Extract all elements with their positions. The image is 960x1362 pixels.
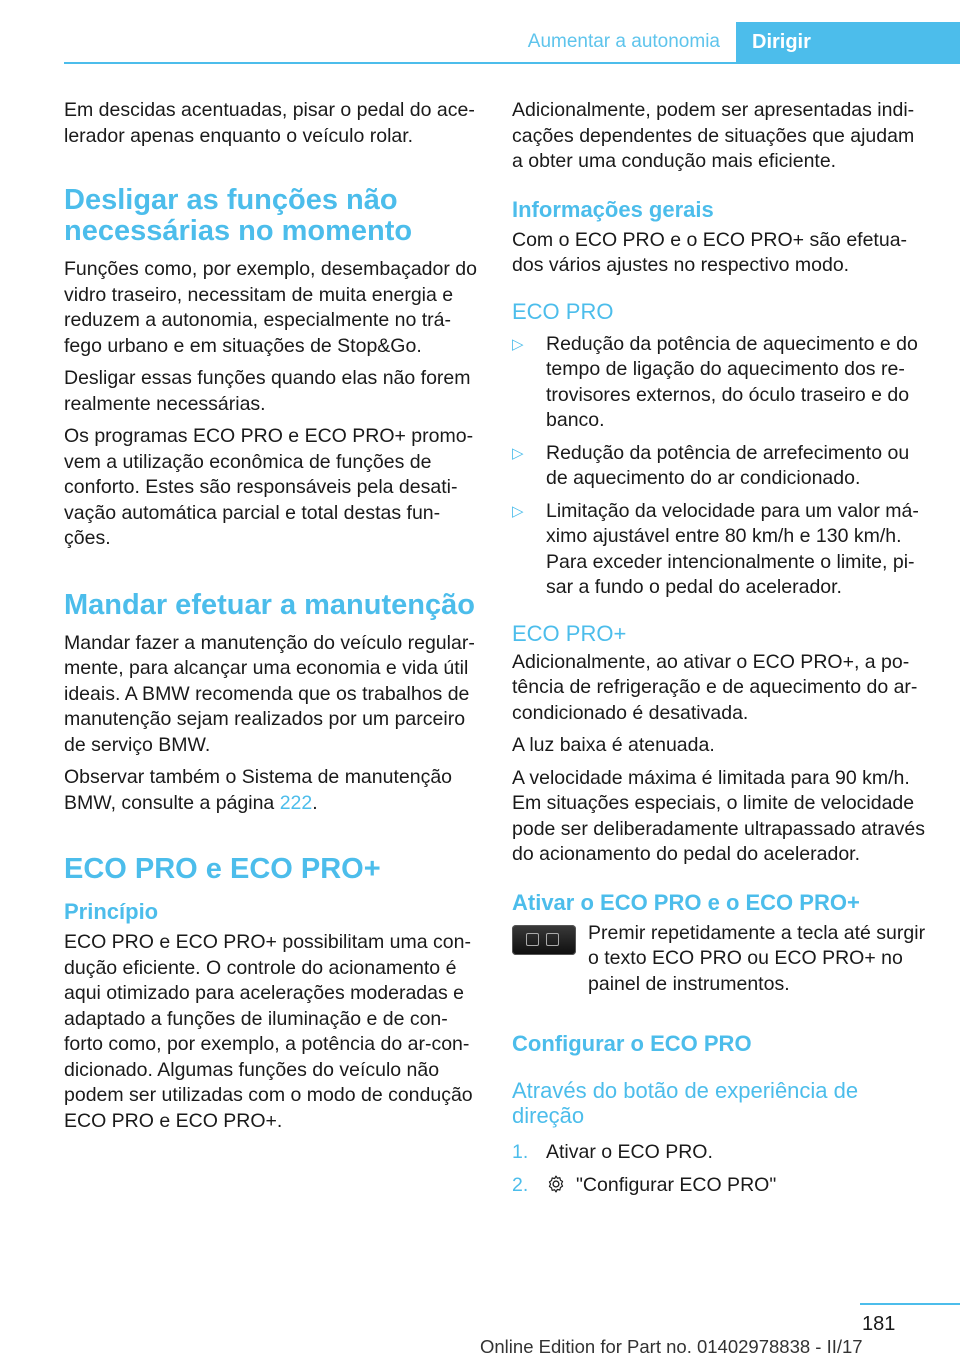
triangle-bullet-icon: ▷ bbox=[512, 444, 524, 462]
heading-manutencao: Mandar efetuar a manutenção bbox=[64, 588, 475, 621]
list-item bbox=[512, 1140, 928, 1166]
step-number: 1. bbox=[512, 1141, 529, 1163]
list-item-text: Redução da potência de arrefecimento ou de aquecimento do ar condicionado. bbox=[546, 441, 910, 489]
configuration-steps bbox=[512, 1140, 928, 1198]
paragraph-eco-pro-plus-ativar: Adicionalmente, ao ativar o ECO PRO+, a potência de refrigeração e de aquecimento do ar-condicionado é desativada. bbox=[512, 650, 918, 724]
list-item bbox=[512, 1173, 928, 1199]
triangle-bullet-icon: ▷ bbox=[512, 335, 524, 353]
step-text: "Configurar ECO PRO" bbox=[576, 1173, 777, 1196]
running-header-chapter-tab: Dirigir bbox=[736, 22, 960, 62]
running-header-section: Aumentar a autonomia bbox=[527, 31, 720, 52]
paragraph-sistema-manutencao bbox=[64, 765, 478, 816]
eco-pro-bullet-list bbox=[512, 332, 928, 601]
step-text: Ativar o ECO PRO. bbox=[546, 1141, 713, 1163]
list-item bbox=[512, 332, 928, 434]
heading-ativar-eco-pro: Ativar o ECO PRO e o ECO PRO+ bbox=[512, 889, 860, 915]
heading-principio: Princípio bbox=[64, 899, 159, 924]
paragraph-programas-eco: Os programas ECO PRO e ECO PRO+ promovem a utilização econômica de funções de conforto. Estes são responsáveis pela desativação automática parcial e total destas funções. bbox=[64, 425, 474, 549]
paragraph-manutencao: Mandar fazer a manutenção do veículo regularmente, para alcançar uma economia e vida útil ideais. A BMW recomenda que os trabalhos de manutenção sejam realizados por um parceiro de serviço BMW. bbox=[64, 631, 475, 756]
switch-key-icon bbox=[526, 933, 539, 946]
heading-informacoes-gerais: Informações gerais bbox=[512, 196, 714, 222]
page-number: 181 bbox=[862, 1313, 896, 1335]
heading-eco-pro: ECO PRO e ECO PRO+ bbox=[64, 853, 381, 885]
paragraph-desligar-funcoes: Desligar essas funções quando elas não forem realmente necessárias. bbox=[64, 367, 471, 415]
paragraph-funcoes-energia: Funções como, por exemplo, desembaçador do vidro traseiro, necessitam de muita energia e reduzem a autonomia, especialmente no tráfego urbano e em situações de Stop&Go. bbox=[64, 258, 477, 357]
left-column bbox=[64, 98, 478, 1141]
page-reference-link[interactable]: 222 bbox=[279, 791, 313, 814]
right-column bbox=[512, 98, 928, 1205]
list-item bbox=[512, 499, 928, 601]
paragraph-informacoes-gerais: Com o ECO PRO e o ECO PRO+ são efetuados vários ajustes no respectivo modo. bbox=[512, 228, 908, 276]
edition-footer: Online Edition for Part no. 01402978838 - II/17 bbox=[480, 1336, 863, 1357]
heading-eco-pro-mode: ECO PRO bbox=[512, 298, 614, 324]
gear-icon bbox=[546, 1174, 566, 1194]
heading-eco-pro-plus: ECO PRO+ bbox=[512, 620, 627, 646]
paragraph-premir-tecla-text: Premir repetidamente a tecla até surgir o texto ECO PRO ou ECO PRO+ no painel de instrumentos. bbox=[588, 921, 926, 995]
paragraph-luz-baixa: A luz baixa é atenuada. bbox=[512, 734, 715, 756]
list-item-text: Redução da potência de aquecimento e do tempo de ligação do aquecimento dos retrovisores externos, do óculo traseiro e do banco. bbox=[546, 332, 918, 431]
sistema-manutencao-text: Observar também o Sistema de manutenção BMW, consulte a página bbox=[64, 766, 453, 814]
paragraph-principio: ECO PRO e ECO PRO+ possibilitam uma condução eficiente. O controle do acionamento é aqui otimizado para acelerações moderadas e adaptado a funções de iluminação e de conforto como, por exemplo, a potência do ar-condicionado. Algumas funções do veículo não podem ser utilizadas com o modo de condução ECO PRO e ECO PRO+. bbox=[64, 931, 473, 1132]
list-item bbox=[512, 441, 928, 492]
step-number: 2. bbox=[512, 1173, 529, 1196]
header-rule bbox=[64, 62, 960, 64]
paragraph-adicionalmente: Adicionalmente, podem ser apresentadas indicações dependentes de situações que ajudam a obter uma condução mais eficiente. bbox=[512, 99, 915, 172]
sistema-manutencao-period: . bbox=[312, 791, 318, 814]
driving-experience-switch-icon bbox=[512, 925, 576, 955]
paragraph-velocidade-maxima: A velocidade máxima é limitada para 90 km/h. Em situações especiais, o limite de velocidade pode ser deliberadamente ultrapassado através do acionamento do pedal do acelerador. bbox=[512, 766, 926, 865]
list-item-text: Limitação da velocidade para um valor máximo ajustável entre 80 km/h e 130 km/h. Para exceder intencionalmente o limite, pisar a fundo o pedal do acelerador. bbox=[546, 499, 919, 598]
footer-rule bbox=[860, 1303, 960, 1305]
switch-key-icon bbox=[546, 933, 559, 946]
paragraph-descidas: Em descidas acentuadas, pisar o pedal do acelerador apenas enquanto o veículo rolar. bbox=[64, 99, 475, 147]
heading-botao-experiencia: Através do botão de experiência de direção bbox=[512, 1078, 859, 1128]
activation-instruction bbox=[512, 921, 928, 998]
triangle-bullet-icon: ▷ bbox=[512, 502, 524, 520]
heading-desligar-funcoes: Desligar as funções não necessárias no momento bbox=[64, 184, 413, 247]
heading-configurar-eco-pro: Configurar o ECO PRO bbox=[512, 1031, 752, 1056]
